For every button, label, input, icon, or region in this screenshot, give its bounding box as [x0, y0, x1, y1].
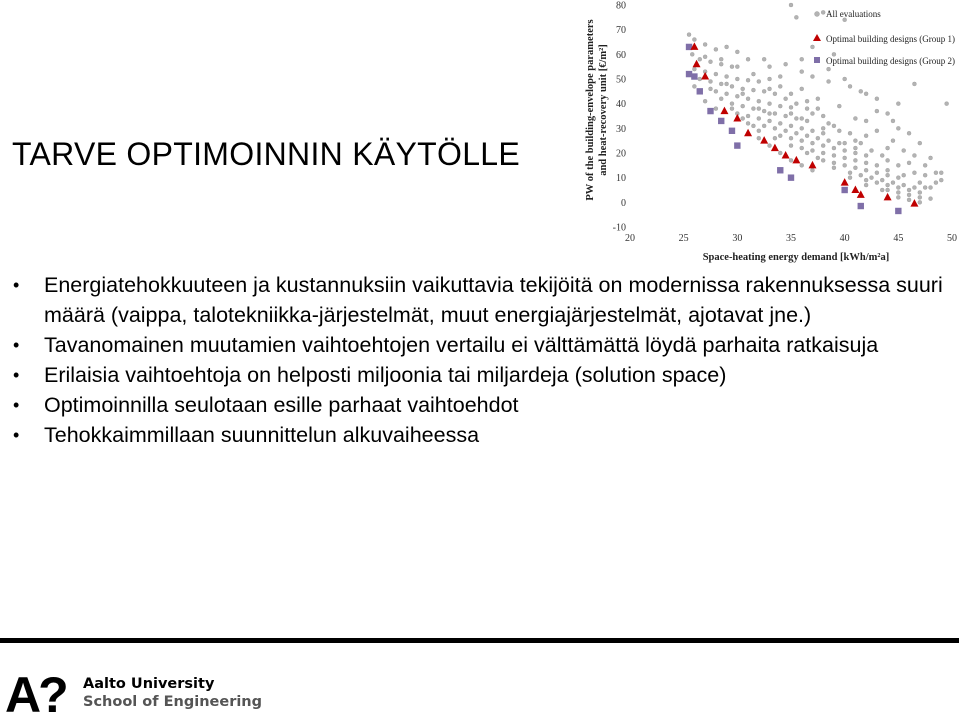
- y-tick-label: -10: [612, 222, 626, 234]
- data-point: [762, 89, 766, 93]
- x-tick-label: 35: [786, 233, 796, 244]
- legend-marker: [814, 57, 820, 63]
- data-point: [778, 104, 782, 108]
- data-point: [870, 176, 874, 180]
- y-tick-label: 80: [616, 0, 626, 12]
- bullet-text: Tehokkaimmillaan suunnittelun alkuvaiheessa: [44, 423, 480, 447]
- data-point: [912, 171, 916, 175]
- data-point: [730, 107, 734, 111]
- data-point: [771, 144, 779, 152]
- bullet-text: Optimoinnilla seulotaan esille parhaat vaihtoehdot: [44, 393, 519, 417]
- data-point: [718, 118, 724, 124]
- data-point: [896, 186, 900, 190]
- data-point: [773, 92, 777, 96]
- bullet-dot: •: [13, 395, 20, 415]
- data-point: [757, 116, 761, 120]
- y-axis-label: and heat-recovery unit [€/m²]: [598, 44, 609, 176]
- data-point: [864, 178, 868, 182]
- data-point: [923, 163, 927, 167]
- x-tick-label: 45: [893, 233, 904, 244]
- data-point: [714, 107, 718, 111]
- bullet-list: [10, 270, 950, 450]
- university-name: Aalto University: [83, 676, 215, 692]
- data-point: [707, 108, 713, 114]
- bullet-item: [10, 360, 950, 390]
- data-point: [816, 136, 820, 140]
- data-point: [792, 156, 800, 164]
- data-point: [714, 72, 718, 76]
- data-point: [805, 134, 809, 138]
- data-point: [816, 156, 820, 160]
- data-point: [703, 99, 707, 103]
- data-point: [729, 128, 735, 134]
- data-point: [880, 153, 884, 157]
- data-point: [896, 190, 900, 194]
- bullet-dot: •: [13, 335, 20, 355]
- data-point: [757, 129, 761, 133]
- x-tick-label: 25: [678, 233, 689, 244]
- x-tick-label: 40: [839, 233, 850, 244]
- data-point: [939, 178, 943, 182]
- data-point: [762, 109, 766, 113]
- data-point: [805, 107, 809, 111]
- data-point: [808, 161, 816, 169]
- data-point: [794, 116, 798, 120]
- data-point: [821, 158, 825, 162]
- data-point: [778, 84, 782, 88]
- y-tick-label: 0: [621, 197, 626, 209]
- data-point: [757, 79, 761, 83]
- data-point: [853, 166, 857, 170]
- data-point: [870, 149, 874, 153]
- data-point: [789, 144, 793, 148]
- data-point: [725, 45, 729, 49]
- data-point: [864, 161, 868, 165]
- data-point: [810, 75, 814, 79]
- bullet-item: [10, 330, 950, 360]
- data-point: [789, 112, 793, 116]
- data-point: [827, 79, 831, 83]
- bullet-dot: •: [13, 365, 20, 385]
- data-point: [886, 158, 890, 162]
- data-point: [762, 57, 766, 61]
- data-point: [875, 171, 879, 175]
- data-point: [853, 158, 857, 162]
- data-point: [923, 173, 927, 177]
- data-point: [800, 126, 804, 130]
- data-point: [719, 62, 723, 66]
- legend-marker: [813, 34, 821, 41]
- bullet-item: [10, 270, 950, 330]
- data-point: [768, 144, 772, 148]
- data-point: [733, 114, 741, 122]
- data-point: [800, 57, 804, 61]
- data-point: [730, 65, 734, 69]
- data-point: [939, 171, 943, 175]
- data-point: [746, 97, 750, 101]
- data-point: [800, 146, 804, 150]
- data-point: [730, 102, 734, 106]
- data-point: [934, 171, 938, 175]
- data-point: [912, 153, 916, 157]
- data-point: [896, 195, 900, 199]
- data-point: [827, 121, 831, 125]
- data-point: [768, 119, 772, 123]
- data-point: [773, 136, 777, 140]
- legend-label: Optimal building designs (Group 1): [826, 34, 955, 44]
- data-point: [768, 102, 772, 106]
- bullet-text: Tavanomainen muutamien vaihtoehtojen vertailu ei välttämättä löydä parhaita ratkaisuja: [44, 333, 879, 357]
- logo-text: [83, 675, 262, 711]
- data-point: [744, 129, 752, 137]
- data-point: [805, 151, 809, 155]
- data-point: [778, 75, 782, 79]
- data-point: [896, 102, 900, 106]
- aalto-logo: A?: [5, 667, 66, 723]
- data-point: [896, 163, 900, 167]
- data-point: [875, 129, 879, 133]
- data-point: [735, 50, 739, 54]
- data-point: [805, 99, 809, 103]
- data-point: [886, 183, 890, 187]
- data-point: [687, 33, 691, 37]
- legend-label: All evaluations: [826, 9, 881, 19]
- data-point: [714, 89, 718, 93]
- data-point: [832, 124, 836, 128]
- data-point: [725, 75, 729, 79]
- data-point: [884, 193, 892, 201]
- data-point: [821, 151, 825, 155]
- data-point: [875, 97, 879, 101]
- data-point: [805, 119, 809, 123]
- data-point: [690, 52, 694, 56]
- data-point: [784, 97, 788, 101]
- data-point: [875, 163, 879, 167]
- data-point: [714, 47, 718, 51]
- data-point: [751, 72, 755, 76]
- data-point: [777, 167, 783, 173]
- slide-title: TARVE OPTIMOINNIN KÄYTÖLLE: [12, 136, 521, 172]
- data-point: [875, 181, 879, 185]
- data-point: [735, 65, 739, 69]
- data-point: [703, 42, 707, 46]
- data-point: [864, 119, 868, 123]
- data-point: [902, 173, 906, 177]
- data-point: [760, 136, 768, 144]
- data-point: [741, 92, 745, 96]
- data-point: [912, 186, 916, 190]
- bullet-text: Energiatehokkuuteen ja kustannuksiin vaikuttavia tekijöitä on modernissa rakennuksessa suuri määrä (vaippa, talotekniikka-järjestelmät, muut energiajärjestelmät, ajotavat jne.): [44, 273, 943, 327]
- data-point: [701, 72, 709, 80]
- data-point: [859, 173, 863, 177]
- x-tick-label: 50: [947, 233, 957, 244]
- data-point: [794, 131, 798, 135]
- footer-divider: [0, 638, 959, 643]
- data-point: [784, 114, 788, 118]
- data-point: [821, 114, 825, 118]
- bullet-dot: •: [13, 425, 20, 445]
- data-point: [789, 124, 793, 128]
- data-point: [789, 3, 793, 7]
- data-point: [843, 163, 847, 167]
- data-point: [751, 107, 755, 111]
- data-point: [945, 102, 949, 106]
- x-axis-label: Space-heating energy demand [kWh/m²a]: [702, 252, 890, 263]
- data-point: [853, 146, 857, 150]
- data-point: [827, 139, 831, 143]
- data-point: [768, 77, 772, 81]
- data-point: [837, 129, 841, 133]
- data-point: [859, 89, 863, 93]
- school-name: School of Engineering: [83, 694, 263, 710]
- y-axis-label: PW of the building-envelope parameters: [585, 19, 596, 201]
- bullet-text: Erilaisia vaihtoehtoja on helposti miljoonia tai miljardeja (solution space): [44, 363, 727, 387]
- data-point: [789, 105, 793, 109]
- data-point: [800, 70, 804, 74]
- data-point: [886, 168, 890, 172]
- data-point: [891, 181, 895, 185]
- data-point: [907, 131, 911, 135]
- data-point: [698, 77, 702, 81]
- data-point: [800, 116, 804, 120]
- data-point: [762, 124, 766, 128]
- data-point: [810, 112, 814, 116]
- data-point: [778, 121, 782, 125]
- data-point: [778, 151, 782, 155]
- data-point: [827, 67, 831, 71]
- data-point: [875, 109, 879, 113]
- data-point: [794, 102, 798, 106]
- data-point: [773, 126, 777, 130]
- data-point: [895, 208, 901, 214]
- y-tick-label: 70: [616, 25, 626, 37]
- x-tick-label: 20: [625, 233, 635, 244]
- data-point: [757, 99, 761, 103]
- data-point: [929, 197, 933, 201]
- data-point: [784, 129, 788, 133]
- data-point: [859, 141, 863, 145]
- data-point: [918, 141, 922, 145]
- data-point: [910, 199, 918, 207]
- data-point: [837, 104, 841, 108]
- x-tick-label: 30: [732, 233, 743, 244]
- data-point: [810, 45, 814, 49]
- data-point: [843, 77, 847, 81]
- data-point: [692, 84, 696, 88]
- data-point: [692, 67, 696, 71]
- data-point: [735, 77, 739, 81]
- data-point: [886, 188, 890, 192]
- data-point: [800, 163, 804, 167]
- data-point: [789, 136, 793, 140]
- data-point: [912, 82, 916, 86]
- data-point: [902, 149, 906, 153]
- data-point: [853, 116, 857, 120]
- data-point: [821, 131, 825, 135]
- data-point: [918, 181, 922, 185]
- data-point: [778, 134, 782, 138]
- data-point: [768, 112, 772, 116]
- data-point: [768, 65, 772, 69]
- y-tick-label: 10: [616, 173, 626, 185]
- bullet-dot: •: [13, 275, 20, 295]
- data-point: [751, 124, 755, 128]
- y-tick-label: 60: [616, 49, 626, 61]
- data-point: [719, 57, 723, 61]
- data-point: [886, 173, 890, 177]
- data-point: [810, 149, 814, 153]
- data-point: [864, 134, 868, 138]
- data-point: [698, 57, 702, 61]
- data-point: [848, 176, 852, 180]
- bullet-item: [10, 390, 950, 420]
- data-point: [841, 178, 849, 186]
- data-point: [821, 144, 825, 148]
- legend-label: Optimal building designs (Group 2): [826, 56, 955, 66]
- data-point: [794, 15, 798, 19]
- y-tick-label: 20: [616, 148, 626, 160]
- data-point: [880, 178, 884, 182]
- data-point: [741, 87, 745, 91]
- data-point: [848, 84, 852, 88]
- data-point: [918, 195, 922, 199]
- data-point: [848, 171, 852, 175]
- y-tick-label: 40: [616, 99, 626, 111]
- data-point: [746, 78, 750, 82]
- data-point: [788, 174, 794, 180]
- data-point: [837, 141, 841, 145]
- data-point: [751, 88, 755, 92]
- data-point: [918, 200, 922, 204]
- data-point: [864, 183, 868, 187]
- legend-marker: [815, 12, 820, 17]
- data-point: [709, 60, 713, 64]
- data-point: [832, 153, 836, 157]
- data-point: [709, 87, 713, 91]
- data-point: [853, 139, 857, 143]
- data-point: [832, 146, 836, 150]
- data-point: [843, 141, 847, 145]
- data-point: [746, 57, 750, 61]
- y-tick-label: 30: [616, 123, 626, 135]
- data-point: [886, 146, 890, 150]
- data-point: [880, 188, 884, 192]
- data-point: [709, 79, 713, 83]
- data-point: [843, 149, 847, 153]
- data-point: [741, 104, 745, 108]
- data-point: [821, 10, 825, 14]
- data-point: [853, 151, 857, 155]
- data-point: [841, 187, 847, 193]
- data-point: [789, 158, 793, 162]
- data-point: [725, 92, 729, 96]
- data-point: [929, 186, 933, 190]
- data-point: [691, 73, 697, 79]
- data-point: [929, 156, 933, 160]
- data-point: [757, 136, 761, 140]
- data-point: [730, 84, 734, 88]
- data-point: [832, 166, 836, 170]
- data-point: [773, 112, 777, 116]
- data-point: [918, 190, 922, 194]
- data-point: [864, 92, 868, 96]
- data-point: [757, 107, 761, 111]
- data-point: [782, 151, 790, 159]
- data-point: [816, 97, 820, 101]
- data-point: [810, 129, 814, 133]
- bullet-item: [10, 420, 950, 450]
- data-point: [886, 112, 890, 116]
- data-point: [858, 203, 864, 209]
- data-point: [907, 193, 911, 197]
- data-point: [734, 142, 740, 148]
- data-point: [719, 97, 723, 101]
- data-point: [810, 141, 814, 145]
- data-point: [735, 94, 739, 98]
- data-point: [896, 176, 900, 180]
- data-point: [934, 181, 938, 185]
- data-point: [896, 126, 900, 130]
- data-point: [800, 139, 804, 143]
- data-point: [848, 131, 852, 135]
- data-point: [810, 168, 814, 172]
- data-point: [832, 161, 836, 165]
- data-point: [692, 38, 696, 42]
- data-point: [907, 188, 911, 192]
- data-point: [697, 88, 703, 94]
- data-point: [725, 82, 729, 86]
- data-point: [864, 168, 868, 172]
- data-point: [784, 62, 788, 66]
- data-point: [741, 116, 745, 120]
- data-point: [703, 55, 707, 59]
- data-point: [746, 114, 750, 118]
- data-point: [907, 198, 911, 202]
- data-point: [891, 119, 895, 123]
- data-point: [816, 107, 820, 111]
- data-point: [907, 161, 911, 165]
- y-tick-label: 50: [616, 74, 626, 86]
- data-point: [719, 82, 723, 86]
- scatter-chart: [0, 0, 959, 270]
- data-point: [864, 153, 868, 157]
- data-point: [891, 139, 895, 143]
- data-point: [843, 156, 847, 160]
- data-point: [800, 87, 804, 91]
- data-point: [768, 87, 772, 91]
- data-point: [720, 107, 728, 115]
- data-point: [821, 126, 825, 130]
- data-point: [746, 121, 750, 125]
- data-point: [789, 92, 793, 96]
- data-point: [902, 183, 906, 187]
- data-point: [851, 186, 859, 194]
- data-point: [923, 186, 927, 190]
